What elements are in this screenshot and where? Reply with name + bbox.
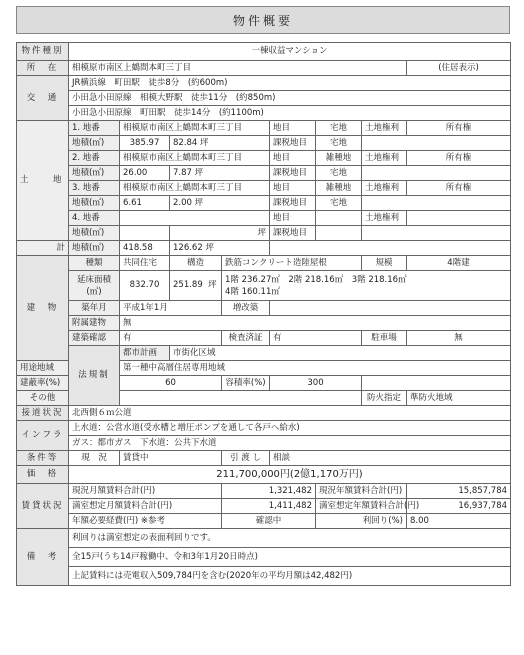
chimoku-value: 雑種地 [316,181,362,196]
floor-area-tsubo: 251.89 [173,280,203,290]
page-title: 物件概要 [16,6,510,34]
chimoku-label: 地目 [270,181,316,196]
floor-area-unit: (㎡) [86,286,102,297]
lot-area-tsubo: 7.87 坪 [170,166,270,181]
full-monthly-value: 1,411,482 [222,499,316,514]
lot-location [120,211,270,226]
land-right-value: 所有権 [407,121,511,136]
floor-area-m2: 832.70 [120,271,170,301]
yield-value: 8.00 [407,514,511,529]
kazei-value: 宅地 [316,166,362,181]
kazei-label: 課税地目 [270,196,316,211]
lot-area-tsubo: 坪 [170,226,270,241]
building-header: 建 物 [17,256,69,361]
notes-line: 上記賃料には売電収入509,784円を含む(2020年の平均月額は42,482円) [69,567,511,586]
full-monthly-label: 満室想定月額賃料合計(円) [69,499,222,514]
current-monthly-label: 現況月額賃料合計(円) [69,484,222,499]
traffic-line: 小田急小田原線 相模大野駅 徒歩11分 (約850m) [69,91,511,106]
kind-label: 種類 [69,256,120,271]
lot-number-label: 3. 地番 [69,181,120,196]
built-value: 平成1年1月 [120,301,222,316]
fire-label: 防火指定 [362,391,407,406]
kazei-value: 宅地 [316,196,362,211]
lot-location: 相模原市南区上鶴間本町三丁目 [120,181,270,196]
scale-label: 規模 [362,256,407,271]
road-header: 接道状況 [17,406,69,421]
built-label: 築年月 [69,301,120,316]
full-annual-label: 満室想定年額賃料合計(円) [316,499,407,514]
address-header: 所 在 [17,61,69,76]
total-area-tsubo: 126.62 坪 [170,241,270,256]
yield-label: 利回り(%) [316,514,407,529]
bcr-label: 建蔽率(%) [17,376,69,391]
handover-value: 相談 [270,451,511,466]
annex-label: 附属建物 [69,316,120,331]
kind-value: 共同住宅 [120,256,170,271]
kazei-value [316,226,362,241]
land-header-label: 土 地 [20,175,70,185]
price-value: 211,700,000円(2億1,170万円) [69,466,511,484]
extension-label: 増改築 [222,301,270,316]
address-note: (住居表示) [407,61,511,76]
scale-value: 4階建 [407,256,511,271]
chimoku-value: 宅地 [316,121,362,136]
land-right-label: 土地権利 [362,211,407,226]
inspection-label: 検査済証 [222,331,270,346]
floor-area-tsubo-cell [170,271,222,301]
structure-value: 鉄筋コンクリート造陸屋根 [222,256,362,271]
kazei-label: 課税地目 [270,136,316,151]
chimoku-value: 雑種地 [316,151,362,166]
fire-value: 準防火地域 [407,391,511,406]
zoning-label: 用途地域 [17,361,69,376]
other-label: その他 [17,391,69,406]
current-status-label: 現 況 [69,451,120,466]
total-area-m2: 418.58 [120,241,170,256]
current-status-value: 賃貸中 [120,451,222,466]
annex-value: 無 [120,316,511,331]
lot-area-m2 [120,226,170,241]
current-annual-label: 現況年額賃料合計(円) [316,484,407,499]
kazei-label: 課税地目 [270,166,316,181]
lot-location: 相模原市南区上鶴間本町三丁目 [120,121,270,136]
land-right-value: 所有権 [407,181,511,196]
lot-area-tsubo: 2.00 坪 [170,196,270,211]
traffic-line: 小田急小田原線 町田駅 徒歩14分 (約1100m) [69,106,511,121]
far-value: 300 [270,376,362,391]
notes-line: 利回りは満室想定の表面利回りです。 [69,529,511,548]
land-right-label: 土地権利 [362,151,407,166]
kazei-value: 宅地 [316,136,362,151]
handover-label: 引 渡 し [222,451,270,466]
law-header: 法規制 [69,346,120,406]
land-total-header: 計 [17,241,69,256]
chimoku-label: 地目 [270,151,316,166]
bcr-value: 60 [120,376,222,391]
rent-header: 賃貸状況 [17,484,69,529]
parking-label: 駐車場 [362,331,407,346]
chimoku-label: 地目 [270,211,316,226]
far-label: 容積率(%) [222,376,270,391]
floor-area-label-text: 延床面積 [76,274,111,285]
lot-area-m2: 26.00 [120,166,170,181]
floor-breakdown-line: 4階 160.11㎡ [225,286,280,297]
land-right-value: 所有権 [407,151,511,166]
lot-location: 相模原市南区上鶴間本町三丁目 [120,151,270,166]
traffic-header: 交 通 [17,76,69,121]
property-table [16,42,511,586]
notes-line: 全15戸(うち14戸稼働中、令和3年1月20日時点) [69,548,511,567]
notes-header: 備 考 [17,529,69,586]
price-header: 価 格 [17,466,69,484]
lot-area-tsubo: 82.84 坪 [170,136,270,151]
floor-breakdown-line: 1階 236.27㎡ 2階 218.16㎡ 3階 218.16㎡ [225,274,407,285]
lot-area-m2: 6.61 [120,196,170,211]
chimoku-label: 地目 [270,121,316,136]
chimoku-value [316,211,362,226]
land-right-label: 土地権利 [362,121,407,136]
traffic-line: JR横浜線 町田駅 徒歩8分 (約600m) [69,76,511,91]
infra-line: 上水道：公営水道(受水槽と増圧ポンプを通して各戸へ給水) [69,421,511,436]
lot-area-label: 地積(㎡) [69,166,120,181]
lot-number-label: 2. 地番 [69,151,120,166]
type-value: 一棟収益マンション [69,43,511,61]
current-annual-value: 15,857,784 [407,484,511,499]
floor-area-label [69,271,120,301]
expenses-value: 確認中 [222,514,316,529]
tsubo-unit: 坪 [208,280,217,290]
land-header [17,121,69,241]
type-header: 物件種別 [17,43,69,61]
confirmation-value: 有 [120,331,222,346]
lot-number-label: 4. 地番 [69,211,120,226]
kazei-label: 課税地目 [270,226,316,241]
address-value: 相模原市南区上鶴間本町三丁目 [69,61,407,76]
infra-header: インフラ [17,421,69,451]
parking-value: 無 [407,331,511,346]
expenses-label: 年額必要経費(円) ※参考 [69,514,222,529]
total-area-label: 地積(㎡) [69,241,120,256]
lot-area-m2: 385.97 [120,136,170,151]
lot-number-label: 1. 地番 [69,121,120,136]
city-plan-label: 都市計画 [120,346,170,361]
city-plan-value: 市街化区域 [170,346,511,361]
conditions-header: 条件等 [17,451,69,466]
confirmation-label: 建築確認 [69,331,120,346]
land-right-label: 土地権利 [362,181,407,196]
land-right-value [407,211,511,226]
lot-area-label: 地積(㎡) [69,136,120,151]
floor-breakdown [222,271,511,301]
road-value: 北西側６ｍ公道 [69,406,511,421]
current-monthly-value: 1,321,482 [222,484,316,499]
infra-line: ガス：都市ガス 下水道：公共下水道 [69,436,511,451]
inspection-value: 有 [270,331,362,346]
lot-area-label: 地積(㎡) [69,196,120,211]
zoning-value: 第一種中高層住居専用地域 [120,361,511,376]
full-annual-value: 16,937,784 [407,499,511,514]
structure-label: 構造 [170,256,222,271]
lot-area-label: 地積(㎡) [69,226,120,241]
